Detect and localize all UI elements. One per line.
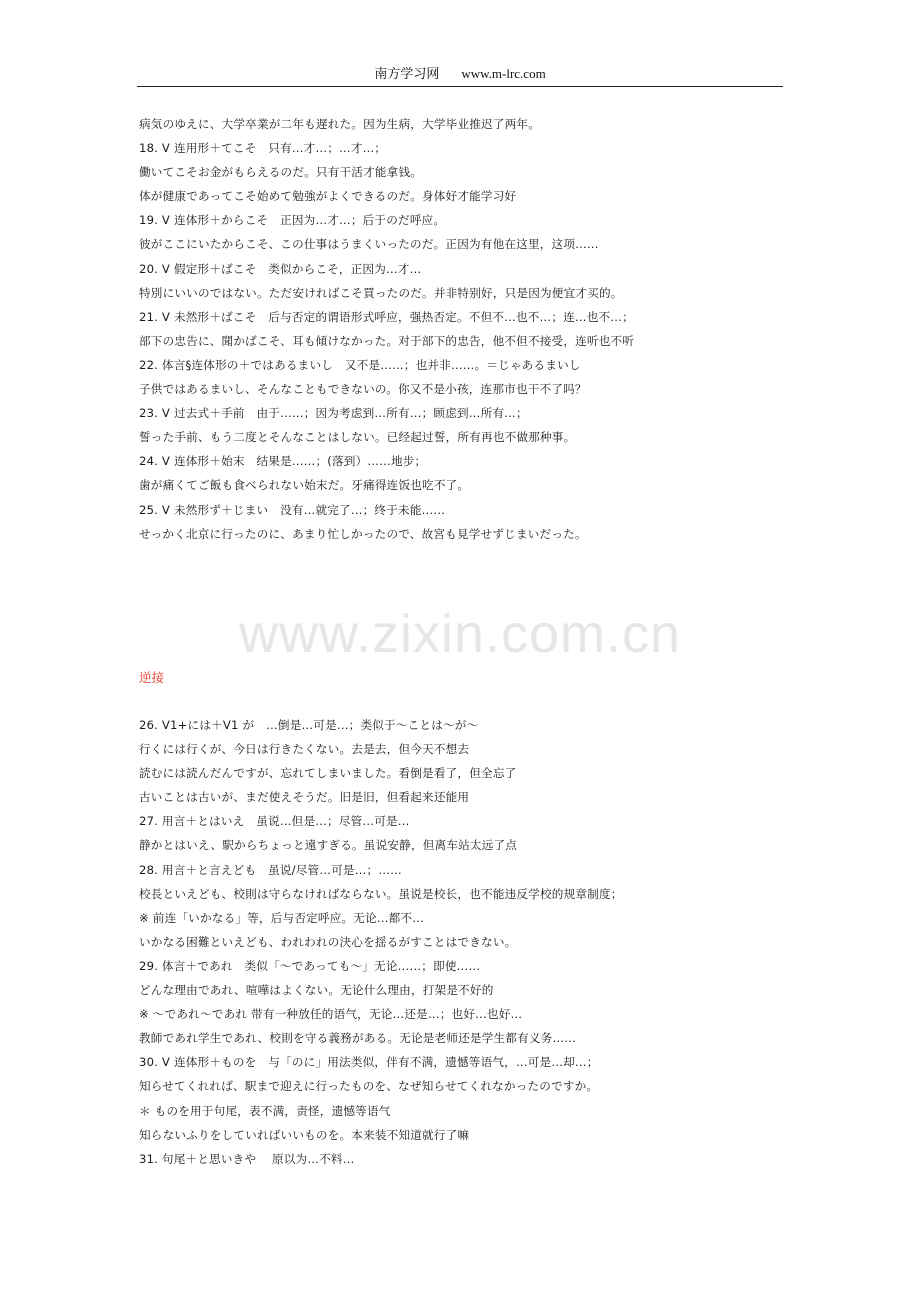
text-line: 30. V 连体形＋ものを 与「のに」用法类似，伴有不满，遗憾等语气，…可是…却…；: [139, 1055, 599, 1070]
text-line: 18. V 连用形＋てこそ 只有…才…；…才…；: [139, 141, 387, 156]
text-line: 23. V 过去式＋手前 由于……；因为考虑到…所有…；顾虑到…所有…；: [139, 406, 528, 421]
site-url: www.m-lrc.com: [461, 66, 546, 81]
grammar-section-2: [139, 713, 799, 1171]
text-line: 病気のゆえに、大学卒業が二年も遅れた。因为生病，大学毕业推迟了两年。: [139, 117, 540, 131]
text-line: 働いてこそお金がもらえるのだ。只有干活才能拿钱。: [139, 165, 423, 180]
section-heading: 逆接: [139, 670, 165, 685]
text-line: 20. V 假定形＋ばこそ 类似からこそ，正因为…才…: [139, 261, 422, 276]
text-line: 19. V 连体形＋からこそ 正因为…才…；后于のだ呼应。: [139, 213, 446, 228]
text-line: ※ ～であれ～であれ 带有一种放任的语气，无论…还是…；也好…也好…: [139, 1007, 523, 1022]
text-line: 歯が痛くてご飯も食べられない始末だ。牙痛得连饭也吃不了。: [139, 478, 470, 493]
text-line: 26. V1+には＋V1 が …倒是…可是…；类似于～ことは～が～: [139, 718, 479, 732]
text-line: ＊ ものを用于句尾，表不满，责怪，遗憾等语气: [139, 1103, 391, 1118]
watermark: www.zixin.com.cn: [238, 604, 682, 664]
text-line: 体が健康であってこそ始めて勉強がよくできるのだ。身体好才能学习好: [139, 189, 517, 204]
text-line: どんな理由であれ、喧嘩はよくない。无论什么理由，打架是不好的: [139, 983, 494, 998]
text-line: 27. 用言＋とはいえ 虽说…但是…；尽管…可是…: [139, 814, 410, 829]
text-line: 教師であれ学生であれ、校則を守る義務がある。无论是老师还是学生都有义务……: [139, 1031, 577, 1046]
text-line: 24. V 连体形＋始末 结果是……；(落到）……地步；: [139, 454, 427, 469]
text-line: 校長といえども、校則は守らなければならない。虽说是校长，也不能违反学校的规章制度；: [139, 886, 623, 901]
grammar-section-1: [139, 112, 799, 546]
text-line: いかなる困難といえども、われわれの決心を揺るがすことはできない。: [139, 934, 517, 949]
text-line: 22. 体言§连体形の＋ではあるまいし 又不是……；也并非……。＝じゃあるまいし: [139, 357, 581, 372]
text-line: 知らせてくれれば、駅まで迎えに行ったものを、なぜ知らせてくれなかったのですか。: [139, 1079, 599, 1094]
text-line: 25. V 未然形ず＋じまい 没有…就完了…；终于未能……: [139, 502, 446, 517]
text-line: 誓った手前、もう二度とそんなことはしない。已经起过誓，所有再也不做那种事。: [139, 430, 576, 445]
text-line: ※ 前连「いかなる」等，后与否定呼应。无论…都不…: [139, 910, 425, 925]
text-line: 29. 体言＋であれ 类似「～であっても～」无论……；即使……: [139, 958, 481, 973]
text-line: 彼がここにいたからこそ、この仕事はうまくいったのだ。正因为有他在这里，这项……: [139, 237, 599, 252]
page-header: [137, 62, 783, 87]
text-line: 知らないふりをしていればいいものを。本来装不知道就行了嘛: [139, 1127, 470, 1142]
text-line: 読むには読んだんですが、忘れてしまいました。看倒是看了，但全忘了: [139, 766, 517, 781]
text-line: 静かとはいえ、駅からちょっと遠すぎる。虽说安静，但离车站太远了点: [139, 838, 518, 853]
text-line: 28. 用言＋と言えども 虽说/尽管…可是…；……: [139, 862, 402, 877]
text-line: 特別にいいのではない。ただ安ければこそ買ったのだ。并非特别好，只是因为便宜才买的。: [139, 285, 623, 300]
text-line: 部下の忠告に、聞かばこそ、耳も傾けなかった。对于部下的忠告，他不但不接受，连听也不听: [139, 333, 635, 348]
text-line: せっかく北京に行ったのに、あまり忙しかったので、故宮も見学せずじまいだった。: [139, 526, 587, 541]
text-line: 古いことは古いが、まだ使えそうだ。旧是旧，但看起来还能用: [139, 790, 470, 805]
text-line: 行くには行くが、今日は行きたくない。去是去，但今天不想去: [139, 742, 470, 757]
site-name: 南方学习网: [374, 66, 440, 81]
text-line: 子供ではあるまいし、そんなこともできないの。你又不是小孩，连那市也干不了吗？: [139, 382, 587, 397]
text-line: 21. V 未然形＋ばこそ 后与否定的谓语形式呼应，强热否定。不但不…也不…；连…也不…；: [139, 309, 634, 324]
text-line: 31. 句尾＋と思いきや 原以为…不料…: [139, 1151, 355, 1166]
